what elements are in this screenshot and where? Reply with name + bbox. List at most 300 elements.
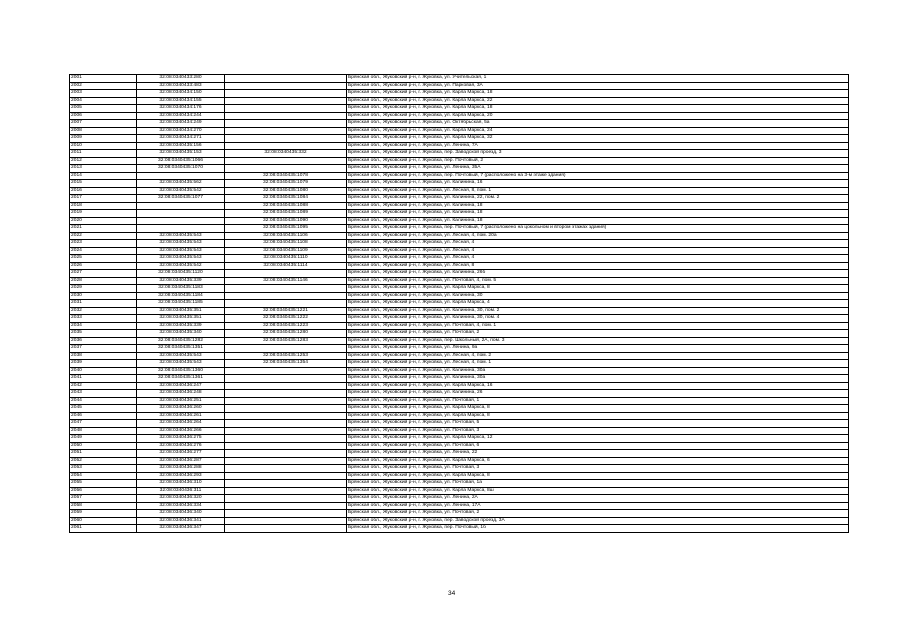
parent-cadastral-number-cell: 32:08:0340435:1106 bbox=[225, 232, 347, 240]
row-number-cell: 2014 bbox=[70, 172, 137, 180]
row-number-cell: 2040 bbox=[70, 367, 137, 375]
row-number-cell: 2013 bbox=[70, 165, 137, 173]
row-number-cell: 2026 bbox=[70, 262, 137, 270]
parent-cadastral-number-cell bbox=[225, 127, 347, 135]
table-row bbox=[70, 172, 849, 180]
parent-cadastral-number-cell bbox=[225, 292, 347, 300]
cadastral-number-cell: 32:08:0340436:340 bbox=[137, 510, 225, 518]
address-cell: Брянская обл., Жуковский р-н, г. Жуковка, ул. Карла Маркса, 16 bbox=[347, 382, 849, 390]
table-row bbox=[70, 457, 849, 465]
table-row bbox=[70, 277, 849, 285]
parent-cadastral-number-cell: 32:08:0340435:1354 bbox=[225, 360, 347, 368]
row-number-cell: 2059 bbox=[70, 510, 137, 518]
row-number-cell: 2036 bbox=[70, 337, 137, 345]
registry-table-body bbox=[70, 75, 849, 533]
table-row bbox=[70, 450, 849, 458]
cadastral-number-cell: 32:08:0340435:1120 bbox=[137, 270, 225, 278]
parent-cadastral-number-cell bbox=[225, 442, 347, 450]
address-cell: Брянская обл., Жуковский р-н, г. Жуковка, ул. Ленина, 22 bbox=[347, 450, 849, 458]
address-cell: Брянская обл., Жуковский р-н, г. Жуковка, ул. Калинина, 16 bbox=[347, 180, 849, 188]
parent-cadastral-number-cell bbox=[225, 135, 347, 143]
address-cell: Брянская обл., Жуковский р-н, г. Жуковка, ул. Карла Маркса, 32 bbox=[347, 135, 849, 143]
table-row bbox=[70, 360, 849, 368]
table-row bbox=[70, 427, 849, 435]
row-number-cell: 2023 bbox=[70, 240, 137, 248]
address-cell: Брянская обл., Жуковский р-н, г. Жуковка, ул. Карла Маркса, 22 bbox=[347, 97, 849, 105]
parent-cadastral-number-cell: 32:08:0340435:1221 bbox=[225, 307, 347, 315]
cadastral-number-cell: 32:08:0340435:153 bbox=[137, 150, 225, 158]
cadastral-number-cell bbox=[137, 210, 225, 218]
row-number-cell: 2051 bbox=[70, 450, 137, 458]
cadastral-number-cell: 32:08:0340436:310 bbox=[137, 480, 225, 488]
row-number-cell: 2044 bbox=[70, 397, 137, 405]
table-row bbox=[70, 487, 849, 495]
table-row bbox=[70, 217, 849, 225]
parent-cadastral-number-cell bbox=[225, 300, 347, 308]
cadastral-number-cell: 32:08:0340436:275 bbox=[137, 435, 225, 443]
row-number-cell: 2058 bbox=[70, 502, 137, 510]
address-cell: Брянская обл., Жуковский р-н, г. Жуковка, ул. Почтовая, 2 bbox=[347, 510, 849, 518]
cadastral-number-cell: 32:08:0340435:543 bbox=[137, 240, 225, 248]
row-number-cell: 2009 bbox=[70, 135, 137, 143]
row-number-cell: 2045 bbox=[70, 405, 137, 413]
table-row bbox=[70, 135, 849, 143]
parent-cadastral-number-cell bbox=[225, 435, 347, 443]
table-row bbox=[70, 120, 849, 128]
cadastral-number-cell: 32:08:0340435:1185 bbox=[137, 300, 225, 308]
cadastral-number-cell: 32:08:0340434:150 bbox=[137, 90, 225, 98]
cadastral-number-cell: 32:08:0340434:271 bbox=[137, 135, 225, 143]
cadastral-number-cell: 32:08:0340435:1184 bbox=[137, 292, 225, 300]
row-number-cell: 2043 bbox=[70, 390, 137, 398]
table-row bbox=[70, 112, 849, 120]
row-number-cell: 2047 bbox=[70, 420, 137, 428]
table-row bbox=[70, 97, 849, 105]
row-number-cell: 2030 bbox=[70, 292, 137, 300]
row-number-cell: 2020 bbox=[70, 217, 137, 225]
address-cell: Брянская обл., Жуковский р-н, г. Жуковка, ул. Калинина, 30, пом. 4 bbox=[347, 315, 849, 323]
address-cell: Брянская обл., Жуковский р-н, г. Жуковка, пер. Почтовый, 2 bbox=[347, 157, 849, 165]
address-cell: Брянская обл., Жуковский р-н, г. Жуковка, пер. Школьный, 2А, пом. 3 bbox=[347, 337, 849, 345]
parent-cadastral-number-cell bbox=[225, 517, 347, 525]
cadastral-number-cell: 32:08:0340435:1351 bbox=[137, 345, 225, 353]
table-row bbox=[70, 330, 849, 338]
parent-cadastral-number-cell bbox=[225, 390, 347, 398]
cadastral-number-cell: 32:08:0340433:280 bbox=[137, 75, 225, 83]
cadastral-number-cell: 32:08:0340435:340 bbox=[137, 330, 225, 338]
address-cell: Брянская обл., Жуковский р-н, г. Жуковка, ул. Карла Маркса, 24 bbox=[347, 127, 849, 135]
cadastral-number-cell: 32:08:0340436:260 bbox=[137, 405, 225, 413]
row-number-cell: 2016 bbox=[70, 187, 137, 195]
cadastral-number-cell bbox=[137, 225, 225, 233]
address-cell: Брянская обл., Жуковский р-н, г. Жуковка, ул. Лесная, 4, пом. 20а bbox=[347, 232, 849, 240]
parent-cadastral-number-cell bbox=[225, 97, 347, 105]
row-number-cell: 2015 bbox=[70, 180, 137, 188]
address-cell: Брянская обл., Жуковский р-н, г. Жуковка, ул. Калинина, 30а bbox=[347, 367, 849, 375]
parent-cadastral-number-cell: 32:08:0340435:1253 bbox=[225, 352, 347, 360]
cadastral-number-cell: 32:08:0340436:248 bbox=[137, 390, 225, 398]
row-number-cell: 2035 bbox=[70, 330, 137, 338]
table-row bbox=[70, 255, 849, 263]
table-row bbox=[70, 195, 849, 203]
parent-cadastral-number-cell bbox=[225, 465, 347, 473]
table-row bbox=[70, 525, 849, 533]
table-row bbox=[70, 90, 849, 98]
parent-cadastral-number-cell bbox=[225, 285, 347, 293]
parent-cadastral-number-cell: 32:08:0340435:332 bbox=[225, 150, 347, 158]
table-row bbox=[70, 420, 849, 428]
table-row bbox=[70, 285, 849, 293]
address-cell: Брянская обл., Жуковский р-н, г. Жуковка, ул. Карла Маркса, 8 bbox=[347, 472, 849, 480]
address-cell: Брянская обл., Жуковский р-н, г. Жуковка, ул. Октябрьская, 5а bbox=[347, 120, 849, 128]
row-number-cell: 2019 bbox=[70, 210, 137, 218]
row-number-cell: 2032 bbox=[70, 307, 137, 315]
parent-cadastral-number-cell bbox=[225, 420, 347, 428]
parent-cadastral-number-cell: 32:08:0340435:1089 bbox=[225, 210, 347, 218]
table-row bbox=[70, 352, 849, 360]
row-number-cell: 2002 bbox=[70, 82, 137, 90]
table-row bbox=[70, 292, 849, 300]
address-cell: Брянская обл., Жуковский р-н, г. Жуковка, ул. Лесная, 4 bbox=[347, 240, 849, 248]
table-row bbox=[70, 322, 849, 330]
table-row bbox=[70, 465, 849, 473]
address-cell: Брянская обл., Жуковский р-н, г. Жуковка, ул. Калинина, 30, пом. 2 bbox=[347, 307, 849, 315]
cadastral-number-cell: 32:08:0340436:264 bbox=[137, 420, 225, 428]
address-cell: Брянская обл., Жуковский р-н, г. Жуковка, ул. Лесная, 4, пом. 1 bbox=[347, 360, 849, 368]
cadastral-number-cell: 32:08:0340436:277 bbox=[137, 450, 225, 458]
table-row bbox=[70, 262, 849, 270]
table-row bbox=[70, 240, 849, 248]
parent-cadastral-number-cell bbox=[225, 495, 347, 503]
row-number-cell: 2022 bbox=[70, 232, 137, 240]
cadastral-number-cell: 32:08:0340435:351 bbox=[137, 307, 225, 315]
cadastral-number-cell: 32:08:0340436:347 bbox=[137, 525, 225, 533]
parent-cadastral-number-cell bbox=[225, 405, 347, 413]
address-cell: Брянская обл., Жуковский р-н, г. Жуковка, ул. Карла Маркса, 4 bbox=[347, 300, 849, 308]
row-number-cell: 2021 bbox=[70, 225, 137, 233]
address-cell: Брянская обл., Жуковский р-н, г. Жуковка, ул. Почтовая, 2 bbox=[347, 330, 849, 338]
parent-cadastral-number-cell: 32:08:0340435:1222 bbox=[225, 315, 347, 323]
cadastral-number-cell: 32:08:0340436:311 bbox=[137, 487, 225, 495]
address-cell: Брянская обл., Жуковский р-н, г. Жуковка, пер. Заводской проезд, 3А bbox=[347, 517, 849, 525]
parent-cadastral-number-cell bbox=[225, 75, 347, 83]
row-number-cell: 2004 bbox=[70, 97, 137, 105]
table-row bbox=[70, 247, 849, 255]
row-number-cell: 2037 bbox=[70, 345, 137, 353]
parent-cadastral-number-cell: 32:08:0340435:1095 bbox=[225, 225, 347, 233]
cadastral-number-cell: 32:08:0340435:339 bbox=[137, 277, 225, 285]
row-number-cell: 2027 bbox=[70, 270, 137, 278]
address-cell: Брянская обл., Жуковский р-н, г. Жуковка, ул. Карла Маркса, 8 bbox=[347, 285, 849, 293]
parent-cadastral-number-cell bbox=[225, 502, 347, 510]
address-cell: Брянская обл., Жуковский р-н, г. Жуковка, ул. Лесная, 8 bbox=[347, 262, 849, 270]
address-cell: Брянская обл., Жуковский р-н, г. Жуковка, ул. Карла Маркса, 6 bbox=[347, 457, 849, 465]
row-number-cell: 2048 bbox=[70, 427, 137, 435]
address-cell: Брянская обл., Жуковский р-н, г. Жуковка, ул. Лесная, 4 bbox=[347, 255, 849, 263]
row-number-cell: 2007 bbox=[70, 120, 137, 128]
table-row bbox=[70, 502, 849, 510]
row-number-cell: 2006 bbox=[70, 112, 137, 120]
cadastral-number-cell: 32:08:0340435:543 bbox=[137, 352, 225, 360]
row-number-cell: 2052 bbox=[70, 457, 137, 465]
address-cell: Брянская обл., Жуковский р-н, г. Жуковка, пер. Почтовый, 7 (расположено на цокольном и втором этажах здания) bbox=[347, 225, 849, 233]
address-cell: Брянская обл., Жуковский р-н, г. Жуковка, ул. Карла Маркса, 8ш bbox=[347, 487, 849, 495]
address-cell: Брянская обл., Жуковский р-н, г. Жуковка, ул. Учительская, 1 bbox=[347, 75, 849, 83]
row-number-cell: 2024 bbox=[70, 247, 137, 255]
address-cell: Брянская обл., Жуковский р-н, г. Жуковка, ул. Калинина, 30 bbox=[347, 292, 849, 300]
cadastral-number-cell: 32:08:0340436:334 bbox=[137, 502, 225, 510]
table-row bbox=[70, 345, 849, 353]
parent-cadastral-number-cell bbox=[225, 82, 347, 90]
address-cell: Брянская обл., Жуковский р-н, г. Жуковка, ул. Лесная, 4, пом. 2 bbox=[347, 352, 849, 360]
table-row bbox=[70, 435, 849, 443]
row-number-cell: 2042 bbox=[70, 382, 137, 390]
table-row bbox=[70, 225, 849, 233]
table-row bbox=[70, 210, 849, 218]
cadastral-number-cell bbox=[137, 172, 225, 180]
parent-cadastral-number-cell bbox=[225, 472, 347, 480]
address-cell: Брянская обл., Жуковский р-н, г. Жуковка, ул. Лесная, 8, пом. 1 bbox=[347, 187, 849, 195]
row-number-cell: 2017 bbox=[70, 195, 137, 203]
address-cell: Брянская обл., Жуковский р-н, г. Жуковка, ул. Ленина, 7А bbox=[347, 142, 849, 150]
cadastral-number-cell: 32:08:0340435:1282 bbox=[137, 337, 225, 345]
parent-cadastral-number-cell bbox=[225, 90, 347, 98]
table-row bbox=[70, 202, 849, 210]
cadastral-number-cell: 32:08:0340434:244 bbox=[137, 112, 225, 120]
cadastral-number-cell: 32:08:0340436:261 bbox=[137, 412, 225, 420]
table-row bbox=[70, 307, 849, 315]
cadastral-number-cell: 32:08:0340436:293 bbox=[137, 472, 225, 480]
cadastral-number-cell: 32:08:0340434:249 bbox=[137, 120, 225, 128]
table-row bbox=[70, 157, 849, 165]
row-number-cell: 2005 bbox=[70, 105, 137, 113]
cadastral-number-cell: 32:08:0340435:543 bbox=[137, 232, 225, 240]
address-cell: Брянская обл., Жуковский р-н, г. Жуковка, ул. Ленина, 9а bbox=[347, 345, 849, 353]
address-cell: Брянская обл., Жуковский р-н, г. Жуковка, ул. Почтовая, 4, пом. 5 bbox=[347, 277, 849, 285]
address-cell: Брянская обл., Жуковский р-н, г. Жуковка, ул. Почтовая, 3 bbox=[347, 465, 849, 473]
parent-cadastral-number-cell bbox=[225, 345, 347, 353]
parent-cadastral-number-cell: 32:08:0340435:1108 bbox=[225, 240, 347, 248]
parent-cadastral-number-cell: 32:08:0340435:1146 bbox=[225, 277, 347, 285]
row-number-cell: 2046 bbox=[70, 412, 137, 420]
table-row bbox=[70, 517, 849, 525]
address-cell: Брянская обл., Жуковский р-н, г. Жуковка, пер. Почтовый, 7 (расположено на 3-м этаже здания) bbox=[347, 172, 849, 180]
address-cell: Брянская обл., Жуковский р-н, г. Жуковка, ул. Карла Маркса, 8 bbox=[347, 412, 849, 420]
parent-cadastral-number-cell bbox=[225, 157, 347, 165]
cadastral-number-cell: 32:08:0340434:270 bbox=[137, 127, 225, 135]
parent-cadastral-number-cell bbox=[225, 397, 347, 405]
address-cell: Брянская обл., Жуковский р-н, г. Жуковка, ул. Ленина, 35А bbox=[347, 165, 849, 173]
parent-cadastral-number-cell: 32:08:0340435:1088 bbox=[225, 202, 347, 210]
row-number-cell: 2003 bbox=[70, 90, 137, 98]
address-cell: Брянская обл., Жуковский р-н, г. Жуковка, ул. Калинина, 22, пом. 2 bbox=[347, 195, 849, 203]
table-row bbox=[70, 142, 849, 150]
row-number-cell: 2008 bbox=[70, 127, 137, 135]
cadastral-number-cell: 32:08:0340435:1183 bbox=[137, 285, 225, 293]
table-row bbox=[70, 495, 849, 503]
parent-cadastral-number-cell bbox=[225, 120, 347, 128]
row-number-cell: 2061 bbox=[70, 525, 137, 533]
registry-table bbox=[69, 74, 849, 533]
parent-cadastral-number-cell: 32:08:0340435:1080 bbox=[225, 187, 347, 195]
address-cell: Брянская обл., Жуковский р-н, г. Жуковка, ул. Калинина, 30а bbox=[347, 375, 849, 383]
table-row bbox=[70, 127, 849, 135]
cadastral-number-cell: 32:08:0340433:483 bbox=[137, 82, 225, 90]
row-number-cell: 2012 bbox=[70, 157, 137, 165]
cadastral-number-cell: 32:08:0340436:247 bbox=[137, 382, 225, 390]
address-cell: Брянская обл., Жуковский р-н, г. Жуковка, ул. Калинина, 18 bbox=[347, 202, 849, 210]
table-row bbox=[70, 82, 849, 90]
row-number-cell: 2025 bbox=[70, 255, 137, 263]
address-cell: Брянская обл., Жуковский р-н, г. Жуковка, ул. Калинина, 18 bbox=[347, 217, 849, 225]
row-number-cell: 2038 bbox=[70, 352, 137, 360]
parent-cadastral-number-cell bbox=[225, 487, 347, 495]
address-cell: Брянская обл., Жуковский р-н, г. Жуковка, ул. Карла Маркса, 18 bbox=[347, 105, 849, 113]
table-row bbox=[70, 382, 849, 390]
cadastral-number-cell: 32:08:0340434:176 bbox=[137, 105, 225, 113]
table-row bbox=[70, 315, 849, 323]
row-number-cell: 2060 bbox=[70, 517, 137, 525]
cadastral-number-cell: 32:08:0340435:543 bbox=[137, 360, 225, 368]
parent-cadastral-number-cell bbox=[225, 367, 347, 375]
row-number-cell: 2028 bbox=[70, 277, 137, 285]
cadastral-number-cell: 32:08:0340435:1077 bbox=[137, 195, 225, 203]
address-cell: Брянская обл., Жуковский р-н, г. Жуковка, ул. Почтовая, 6 bbox=[347, 442, 849, 450]
address-cell: Брянская обл., Жуковский р-н, г. Жуковка, ул. Парковая, 3А bbox=[347, 82, 849, 90]
cadastral-number-cell: 32:08:0340436:287 bbox=[137, 457, 225, 465]
table-row bbox=[70, 480, 849, 488]
table-row bbox=[70, 105, 849, 113]
parent-cadastral-number-cell: 32:08:0340435:1084 bbox=[225, 195, 347, 203]
cadastral-number-cell: 32:08:0340436:320 bbox=[137, 495, 225, 503]
parent-cadastral-number-cell: 32:08:0340435:1283 bbox=[225, 337, 347, 345]
parent-cadastral-number-cell bbox=[225, 427, 347, 435]
parent-cadastral-number-cell: 32:08:0340435:1109 bbox=[225, 247, 347, 255]
address-cell: Брянская обл., Жуковский р-н, г. Жуковка, ул. Карла Маркса, 8 bbox=[347, 405, 849, 413]
address-cell: Брянская обл., Жуковский р-н, г. Жуковка, ул. Почтовая, 1 bbox=[347, 397, 849, 405]
row-number-cell: 2001 bbox=[70, 75, 137, 83]
address-cell: Брянская обл., Жуковский р-н, г. Жуковка, ул. Карла Маркса, 20 bbox=[347, 112, 849, 120]
table-row bbox=[70, 180, 849, 188]
address-cell: Брянская обл., Жуковский р-н, г. Жуковка, ул. Почтовая, 3 bbox=[347, 427, 849, 435]
cadastral-number-cell: 32:08:0340435:339 bbox=[137, 322, 225, 330]
table-row bbox=[70, 397, 849, 405]
cadastral-number-cell: 32:08:0340435:1066 bbox=[137, 157, 225, 165]
address-cell: Брянская обл., Жуковский р-н, г. Жуковка, ул. Почтовая, 1а bbox=[347, 480, 849, 488]
parent-cadastral-number-cell bbox=[225, 165, 347, 173]
parent-cadastral-number-cell: 32:08:0340435:1078 bbox=[225, 172, 347, 180]
cadastral-number-cell: 32:08:0340435:543 bbox=[137, 247, 225, 255]
table-row bbox=[70, 165, 849, 173]
parent-cadastral-number-cell bbox=[225, 480, 347, 488]
address-cell: Брянская обл., Жуковский р-н, г. Жуковка, ул. Почтовая, 5 bbox=[347, 420, 849, 428]
parent-cadastral-number-cell bbox=[225, 270, 347, 278]
parent-cadastral-number-cell bbox=[225, 105, 347, 113]
address-cell: Брянская обл., Жуковский р-н, г. Жуковка, ул. Калинина, 18 bbox=[347, 210, 849, 218]
parent-cadastral-number-cell bbox=[225, 450, 347, 458]
row-number-cell: 2011 bbox=[70, 150, 137, 158]
table-row bbox=[70, 75, 849, 83]
row-number-cell: 2018 bbox=[70, 202, 137, 210]
address-cell: Брянская обл., Жуковский р-н, г. Жуковка, ул. Карла Маркса, 12 bbox=[347, 435, 849, 443]
cadastral-number-cell: 32:08:0340435:542 bbox=[137, 187, 225, 195]
address-cell: Брянская обл., Жуковский р-н, г. Жуковка, ул. Калинина, 26б bbox=[347, 270, 849, 278]
cadastral-number-cell bbox=[137, 217, 225, 225]
cadastral-number-cell: 32:08:0340435:156 bbox=[137, 142, 225, 150]
table-row bbox=[70, 405, 849, 413]
table-row bbox=[70, 337, 849, 345]
parent-cadastral-number-cell: 32:08:0340435:1114 bbox=[225, 262, 347, 270]
table-row bbox=[70, 390, 849, 398]
cadastral-number-cell: 32:08:0340436:288 bbox=[137, 465, 225, 473]
parent-cadastral-number-cell: 32:08:0340435:1090 bbox=[225, 217, 347, 225]
cadastral-number-cell: 32:08:0340435:543 bbox=[137, 255, 225, 263]
page-number: 34 bbox=[448, 590, 456, 597]
address-cell: Брянская обл., Жуковский р-н, г. Жуковка, пер. Почтовый, 1б bbox=[347, 525, 849, 533]
parent-cadastral-number-cell: 32:08:0340435:1079 bbox=[225, 180, 347, 188]
table-row bbox=[70, 472, 849, 480]
parent-cadastral-number-cell: 32:08:0340435:1223 bbox=[225, 322, 347, 330]
address-cell: Брянская обл., Жуковский р-н, г. Жуковка, ул. Калинина, 26 bbox=[347, 390, 849, 398]
cadastral-number-cell: 32:08:0340434:155 bbox=[137, 97, 225, 105]
row-number-cell: 2053 bbox=[70, 465, 137, 473]
cadastral-number-cell bbox=[137, 202, 225, 210]
cadastral-number-cell: 32:08:0340435:1070 bbox=[137, 165, 225, 173]
row-number-cell: 2039 bbox=[70, 360, 137, 368]
parent-cadastral-number-cell bbox=[225, 457, 347, 465]
table-row bbox=[70, 412, 849, 420]
table-row bbox=[70, 367, 849, 375]
cadastral-number-cell: 32:08:0340435:351 bbox=[137, 315, 225, 323]
row-number-cell: 2041 bbox=[70, 375, 137, 383]
cadastral-number-cell: 32:08:0340435:1360 bbox=[137, 367, 225, 375]
address-cell: Брянская обл., Жуковский р-н, г. Жуковка, пер. Заводской проезд, 3 bbox=[347, 150, 849, 158]
cadastral-number-cell: 32:08:0340435:562 bbox=[137, 180, 225, 188]
parent-cadastral-number-cell bbox=[225, 142, 347, 150]
table-row bbox=[70, 510, 849, 518]
row-number-cell: 2050 bbox=[70, 442, 137, 450]
address-cell: Брянская обл., Жуковский р-н, г. Жуковка, ул. Лесная, 4 bbox=[347, 247, 849, 255]
table-row bbox=[70, 300, 849, 308]
table-row bbox=[70, 270, 849, 278]
row-number-cell: 2033 bbox=[70, 315, 137, 323]
cadastral-number-cell: 32:08:0340436:266 bbox=[137, 427, 225, 435]
cadastral-number-cell: 32:08:0340435:1361 bbox=[137, 375, 225, 383]
cadastral-number-cell: 32:08:0340436:341 bbox=[137, 517, 225, 525]
row-number-cell: 2057 bbox=[70, 495, 137, 503]
parent-cadastral-number-cell bbox=[225, 510, 347, 518]
table-row bbox=[70, 375, 849, 383]
parent-cadastral-number-cell bbox=[225, 382, 347, 390]
address-cell: Брянская обл., Жуковский р-н, г. Жуковка, ул. Ленина, 17А bbox=[347, 502, 849, 510]
row-number-cell: 2031 bbox=[70, 300, 137, 308]
address-cell: Брянская обл., Жуковский р-н, г. Жуковка, ул. Ленина, 2А bbox=[347, 495, 849, 503]
parent-cadastral-number-cell bbox=[225, 525, 347, 533]
address-cell: Брянская обл., Жуковский р-н, г. Жуковка, ул. Почтовая, 4, пом. 1 bbox=[347, 322, 849, 330]
cadastral-number-cell: 32:08:0340435:542 bbox=[137, 262, 225, 270]
table-row bbox=[70, 150, 849, 158]
row-number-cell: 2010 bbox=[70, 142, 137, 150]
table-row bbox=[70, 187, 849, 195]
table-row bbox=[70, 442, 849, 450]
parent-cadastral-number-cell bbox=[225, 412, 347, 420]
parent-cadastral-number-cell bbox=[225, 375, 347, 383]
table-row bbox=[70, 232, 849, 240]
row-number-cell: 2034 bbox=[70, 322, 137, 330]
parent-cadastral-number-cell: 32:08:0340435:1110 bbox=[225, 255, 347, 263]
row-number-cell: 2029 bbox=[70, 285, 137, 293]
row-number-cell: 2054 bbox=[70, 472, 137, 480]
